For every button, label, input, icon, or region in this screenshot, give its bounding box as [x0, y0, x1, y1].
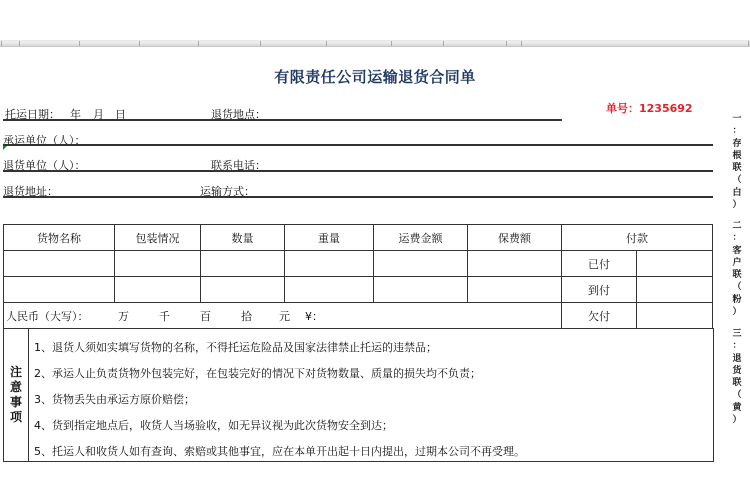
header-freight-amount: 运费金额 — [374, 225, 468, 251]
month-label: 月 — [93, 108, 104, 121]
payment-cod-label: 到付 — [562, 277, 637, 303]
cell-packaging[interactable] — [115, 277, 201, 303]
copy-label-char: 黄 — [732, 402, 742, 413]
note-item: 4、货到指定地点后，收货人当场验收，如无异议视为此次货物安全到达； — [34, 419, 393, 432]
ruler-tick — [198, 41, 199, 46]
ruler-tick — [443, 41, 444, 46]
copy-label-char: （ — [732, 390, 742, 401]
ruler-tick — [391, 41, 392, 46]
copy-label-char: （ — [732, 175, 742, 186]
cell-goods-name[interactable] — [4, 277, 115, 303]
year-label: 年 — [70, 108, 81, 121]
notes-heading-char: 注 — [9, 364, 22, 379]
ruler-tick — [506, 41, 507, 46]
copy-label-char: ） — [732, 200, 742, 211]
cell-insurance[interactable] — [468, 277, 562, 303]
copy-label-char: （ — [732, 282, 742, 293]
header-insurance: 保费额 — [468, 225, 562, 251]
copy-label-char: ） — [732, 307, 742, 318]
unit-wan: 万 — [118, 309, 129, 323]
unit-bai: 百 — [200, 309, 211, 323]
ship-date-field-line[interactable] — [3, 119, 562, 121]
note-item: 3、货物丢失由承运方原价赔偿； — [34, 393, 195, 406]
goods-table — [3, 224, 713, 329]
payment-paid-value[interactable] — [637, 251, 713, 277]
cell-weight[interactable] — [285, 277, 374, 303]
cell-comment-marker — [3, 146, 7, 150]
header-weight: 重量 — [285, 225, 374, 251]
notes-heading-char: 项 — [9, 409, 22, 424]
copy-label-char: 货 — [732, 365, 742, 376]
ruler-tick — [139, 41, 140, 46]
serial-number: 单号：1235692 — [606, 102, 693, 115]
copy-label-char: ： — [732, 341, 742, 352]
ship-date-label: 托运日期： — [5, 108, 60, 121]
copy-label-char: ： — [732, 126, 742, 137]
unit-yen: ¥： — [305, 309, 323, 323]
carrier-field-line[interactable] — [3, 144, 713, 146]
copy-label-char: 二 — [732, 221, 742, 231]
copy-label-char: 三 — [732, 329, 742, 339]
return-address-field-line[interactable] — [3, 196, 713, 198]
cell-insurance[interactable] — [468, 251, 562, 277]
notes-section — [3, 328, 714, 462]
copy-label-char: ： — [732, 233, 742, 244]
header-goods-name: 货物名称 — [4, 225, 115, 251]
notes-heading — [4, 328, 29, 461]
copy-label-char: 根 — [732, 150, 742, 161]
payment-owed-label: 欠付 — [562, 303, 637, 329]
rmb-label: 人民币（大写）： — [6, 309, 89, 323]
ruler-tick — [748, 41, 749, 46]
ruler-tick — [521, 41, 522, 46]
copy-label-stub-white — [731, 113, 743, 211]
cell-quantity[interactable] — [201, 251, 285, 277]
return-address-label: 退货地址： — [3, 185, 58, 198]
copy-label-char: 一 — [732, 114, 742, 124]
note-item: 5、托运人和收货人如有查询、索赔或其他事宜，应在本单开出起十日内提出，过期本公司不再受理。 — [34, 445, 525, 458]
cell-packaging[interactable] — [115, 251, 201, 277]
copy-label-char: 联 — [732, 163, 742, 174]
cell-quantity[interactable] — [201, 277, 285, 303]
cell-goods-name[interactable] — [4, 251, 115, 277]
unit-qian: 千 — [159, 309, 170, 323]
copy-label-char: 白 — [732, 187, 742, 198]
contact-phone-label: 联系电话： — [211, 159, 266, 172]
copy-label-char: 联 — [732, 378, 742, 389]
ruler-tick — [1, 41, 2, 46]
copy-label-char: 联 — [732, 270, 742, 281]
ruler-tick — [19, 41, 20, 46]
copy-label-customer-pink — [731, 220, 743, 318]
cell-freight-amount[interactable] — [374, 277, 468, 303]
notes-heading-char: 事 — [9, 394, 22, 409]
unit-shi: 拾 — [241, 309, 252, 323]
return-location-label: 退货地点： — [211, 108, 266, 121]
rmb-amount-row[interactable] — [4, 303, 562, 329]
returner-field-line[interactable] — [3, 170, 713, 172]
copy-label-char: 粉 — [732, 294, 742, 305]
ruler-tick — [260, 41, 261, 46]
copy-label-char: 退 — [732, 353, 742, 364]
ruler-tick — [326, 41, 327, 46]
copy-label-return-yellow — [731, 328, 743, 426]
note-item: 2、承运人止负责货物外包装完好，在包装完好的情况下对货物数量、质量的损失均不负责； — [34, 367, 481, 380]
column-ruler — [0, 40, 750, 47]
payment-cod-value[interactable] — [637, 277, 713, 303]
header-packaging: 包装情况 — [115, 225, 201, 251]
returner-label: 退货单位（人）： — [3, 159, 86, 172]
note-item: 1、退货人须如实填写货物的名称，不得托运危险品及国家法律禁止托运的违禁品； — [34, 341, 437, 354]
header-payment: 付款 — [562, 225, 713, 251]
transport-mode-label: 运输方式： — [200, 185, 255, 198]
header-quantity: 数量 — [201, 225, 285, 251]
carrier-label: 承运单位（人）： — [3, 134, 86, 147]
day-label: 日 — [115, 108, 126, 121]
copy-label-char: 户 — [732, 257, 742, 268]
document-title: 有限责任公司运输退货合同单 — [274, 68, 476, 86]
copy-label-char: 存 — [732, 138, 742, 149]
copy-label-char: ） — [732, 415, 742, 426]
payment-owed-value[interactable] — [637, 303, 713, 329]
cell-weight[interactable] — [285, 251, 374, 277]
unit-yuan: 元 — [279, 309, 290, 323]
ruler-tick — [79, 41, 80, 46]
payment-paid-label: 已付 — [562, 251, 637, 277]
copy-label-char: 客 — [732, 245, 742, 256]
cell-freight-amount[interactable] — [374, 251, 468, 277]
notes-heading-char: 意 — [9, 379, 22, 394]
